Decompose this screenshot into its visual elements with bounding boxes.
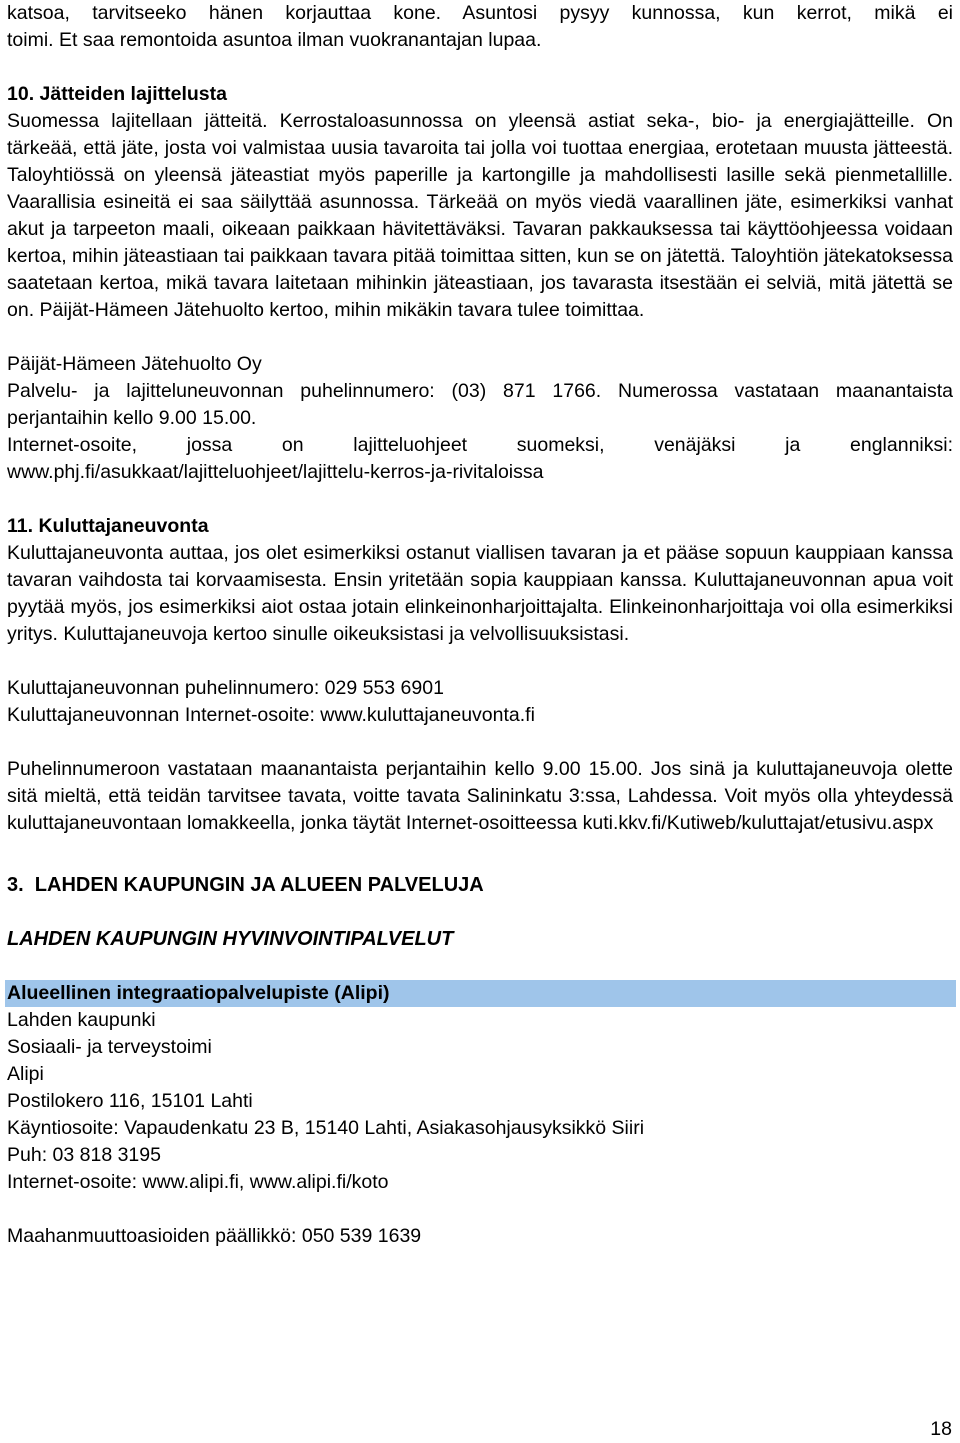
alipi-line: Internet-osoite: www.alipi.fi, www.alipi.fi/koto xyxy=(7,1171,389,1193)
alipi-line: Postilokero 116, 15101 Lahti xyxy=(7,1090,253,1112)
section-10-heading: 10. Jätteiden lajittelusta xyxy=(7,83,227,105)
intro-line-1: katsoa, tarvitseeko hänen korjauttaa kone. Asuntosi pysyy kunnossa, kun kerrot, mikä ei xyxy=(7,2,953,24)
internet-line: Internet-osoite, jossa on lajitteluohjeet suomeksi, venäjäksi ja englanniksi: xyxy=(7,434,953,456)
alipi-line: Sosiaali- ja terveystoimi xyxy=(7,1036,212,1058)
immigration-manager: Maahanmuuttoasioiden päällikkö: 050 539 1639 xyxy=(7,1225,422,1247)
chapter-3-heading: 3. LAHDEN KAUPUNGIN JA ALUEEN PALVELUJA xyxy=(7,874,484,896)
alipi-line: Puh: 03 818 3195 xyxy=(7,1144,161,1166)
section-11-heading: 11. Kuluttajaneuvonta xyxy=(7,515,209,537)
alipi-heading: Alueellinen integraatiopalvelupiste (Alipi) xyxy=(5,980,956,1007)
section-10-body: Suomessa lajitellaan jätteitä. Kerrostaloasunnossa on yleensä astiat seka-, bio- ja energiajätteille. On tärkeää, että jäte, josta voi valmistaa uusia tavaroita tai jolla voi tuottaa energiaa, erotetaan muusta jätteestä. Taloyhtiössä on yleensä jäteastiat myös paperille ja kartongille ja mahdollisesti lasille sekä pienmetallille. Vaarallisia esineitä ei saa säilyttää asunnossa. Tärkeää on myös viedä vaarallinen jäte, esimerkiksi vanhat akut ja tarpeeton maali, oikeaan paikkaan hävitettäväksi. Tavaran pakkauksessa tai käyttöohjeessa voidaan kertoa, mihin jäteastiaan tai paikkaan tavara pitää toimittaa sitten, kun se on jätettä. Taloyhtiön jätekatoksessa saatetaan kertoa, mikä tavara laitetaan mihinkin jäteastiaan, jos tavarasta itsestään ei selviä, mitä jätettä se on. Päijät-Hämeen Jätehuolto kertoo, mihin mikäkin tavara tulee toimittaa. xyxy=(7,110,953,321)
internet-url: www.phj.fi/asukkaat/lajitteluohjeet/lajittelu-kerros-ja-rivitaloissa xyxy=(7,461,544,483)
section-11-body: Kuluttajaneuvonta auttaa, jos olet esimerkiksi ostanut viallisen tavaran ja et pääse sopuun kauppiaan kanssa tavaran vaihdosta tai korvaamisesta. Ensin yritetään sopia kauppiaan kanssa. Kuluttajaneuvonnan apua voit pyytää myös, jos esimerkiksi aiot ostaa jotain elinkeinonharjoittajalta. Elinkeinonharjoittaja voi olla esimerkiksi yritys. Kuluttajaneuvoja kertoo sinulle oikeuksistasi ja velvollisuuksistasi. xyxy=(7,542,953,645)
alipi-line: Lahden kaupunki xyxy=(7,1009,156,1031)
page-number: 18 xyxy=(930,1418,952,1440)
document-page xyxy=(7,0,953,1250)
alipi-line: Käyntiosoite: Vapaudenkatu 23 B, 15140 Lahti, Asiakasohjausyksikkö Siiri xyxy=(7,1117,645,1139)
consumer-hours: Puhelinnumeroon vastataan maanantaista perjantaihin kello 9.00 15.00. Jos sinä ja kuluttajaneuvoja olette sitä mieltä, että teidän tarvitsee tavata, voitte tavata Salininkatu 3:ssa, Lahdessa. Voit myös olla yhteydessä kuluttajaneuvontaan lomakkeella, jonka täytät Internet-osoitteessa kuti.kkv.fi/Kutiweb/kuluttajat/etusivu.aspx xyxy=(7,758,953,834)
consumer-phone: Kuluttajaneuvonnan puhelinnumero: 029 553 6901 xyxy=(7,677,444,699)
org-name: Päijät-Hämeen Jätehuolto Oy xyxy=(7,353,262,375)
alipi-line: Alipi xyxy=(7,1063,44,1085)
intro-line-2: toimi. Et saa remontoida asuntoa ilman vuokranantajan lupaa. xyxy=(7,29,542,51)
welfare-services-heading: LAHDEN KAUPUNGIN HYVINVOINTIPALVELUT xyxy=(7,928,454,950)
service-phone: Palvelu- ja lajitteluneuvonnan puhelinnumero: (03) 871 1766. Numerossa vastataan maanantaista perjantaihin kello 9.00 15.00. xyxy=(7,380,953,429)
consumer-internet: Kuluttajaneuvonnan Internet-osoite: www.kuluttajaneuvonta.fi xyxy=(7,704,535,726)
